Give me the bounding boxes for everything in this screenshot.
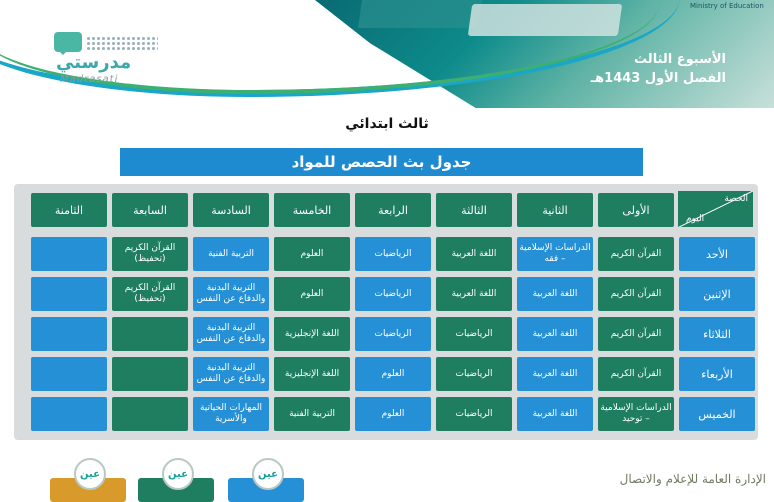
schedule-cell[interactable]: اللغة العربية bbox=[517, 317, 593, 351]
grade-title: ثالث ابتدائي bbox=[345, 116, 429, 132]
schedule-cell[interactable]: العلوم bbox=[274, 277, 350, 311]
ministry-label: Ministry of Education bbox=[690, 2, 764, 10]
ein-channel-button[interactable] bbox=[138, 468, 214, 502]
schedule-cell[interactable]: اللغة العربية bbox=[517, 397, 593, 431]
schedule-cell[interactable] bbox=[112, 357, 188, 391]
ein-channel-button[interactable] bbox=[228, 468, 304, 502]
schedule-cell[interactable]: التربية الفنية bbox=[274, 397, 350, 431]
schedule-cell[interactable]: القرآن الكريم bbox=[598, 357, 674, 391]
schedule-cell[interactable]: اللغة العربية bbox=[436, 277, 512, 311]
schedule-cell[interactable]: الرياضيات bbox=[436, 397, 512, 431]
schedule-cell[interactable]: الدراسات الإسلامية – فقه bbox=[517, 237, 593, 271]
day-label: الثلاثاء bbox=[679, 317, 755, 351]
schedule-cell[interactable]: اللغة العربية bbox=[517, 277, 593, 311]
logo-english-text: Madrasati bbox=[60, 74, 119, 85]
ein-channel-button[interactable] bbox=[50, 468, 126, 502]
day-label: الإثنين bbox=[679, 277, 755, 311]
logo-arabic-text: مدرستي bbox=[56, 52, 132, 73]
day-label: الخميس bbox=[679, 397, 755, 431]
period-header: الثانية bbox=[517, 193, 593, 227]
chat-bubble-icon bbox=[54, 32, 82, 52]
schedule-cell[interactable]: اللغة العربية bbox=[436, 237, 512, 271]
schedule-cell[interactable]: القرآن الكريم bbox=[598, 317, 674, 351]
period-header: الخامسة bbox=[274, 193, 350, 227]
term-label: الفصل الأول 1443هـ bbox=[590, 71, 726, 86]
schedule-cell[interactable]: التربية البدنية والدفاع عن النفس bbox=[193, 357, 269, 391]
period-header: الرابعة bbox=[355, 193, 431, 227]
table-corner-header bbox=[678, 191, 753, 227]
schedule-cell[interactable]: القرآن الكريم bbox=[598, 237, 674, 271]
schedule-cell[interactable]: العلوم bbox=[355, 397, 431, 431]
ein-logo-icon: عين bbox=[252, 458, 284, 490]
schedule-cell[interactable] bbox=[31, 237, 107, 271]
schedule-cell[interactable]: المهارات الحياتية والأسرية bbox=[193, 397, 269, 431]
period-header: السادسة bbox=[193, 193, 269, 227]
schedule-cell[interactable]: الرياضيات bbox=[436, 317, 512, 351]
madrasati-logo bbox=[54, 32, 174, 84]
schedule-cell[interactable]: الرياضيات bbox=[355, 317, 431, 351]
period-header: الثالثة bbox=[436, 193, 512, 227]
schedule-cell[interactable] bbox=[31, 357, 107, 391]
schedule-cell[interactable]: القرآن الكريم (تحفيظ) bbox=[112, 277, 188, 311]
schedule-cell[interactable]: الرياضيات bbox=[436, 357, 512, 391]
day-label: الأحد bbox=[679, 237, 755, 271]
schedule-cell[interactable]: الرياضيات bbox=[355, 237, 431, 271]
day-label: الأربعاء bbox=[679, 357, 755, 391]
schedule-cell[interactable]: الرياضيات bbox=[355, 277, 431, 311]
footer-logo-text: الإدارة العامة للإعلام والاتصال bbox=[619, 472, 766, 486]
period-header: الأولى bbox=[598, 193, 674, 227]
schedule-title: جدول بث الحصص للمواد bbox=[120, 148, 643, 176]
schedule-cell[interactable]: التربية البدنية والدفاع عن النفس bbox=[193, 317, 269, 351]
period-header: السابعة bbox=[112, 193, 188, 227]
ein-logo-icon: عين bbox=[162, 458, 194, 490]
schedule-cell[interactable]: العلوم bbox=[355, 357, 431, 391]
corner-period-label: الحصة bbox=[724, 194, 748, 204]
schedule-cell[interactable]: التربية البدنية والدفاع عن النفس bbox=[193, 277, 269, 311]
corner-day-label: اليوم bbox=[686, 214, 705, 224]
schedule-cell[interactable]: اللغة العربية bbox=[517, 357, 593, 391]
dots-pattern-icon bbox=[86, 36, 158, 50]
schedule-cell[interactable]: التربية الفنية bbox=[193, 237, 269, 271]
schedule-cell[interactable]: الدراسات الإسلامية – توحيد bbox=[598, 397, 674, 431]
period-header: الثامنة bbox=[31, 193, 107, 227]
schedule-cell[interactable]: اللغة الإنجليزية bbox=[274, 317, 350, 351]
schedule-cell[interactable]: اللغة الإنجليزية bbox=[274, 357, 350, 391]
ein-logo-icon: عين bbox=[74, 458, 106, 490]
schedule-cell[interactable] bbox=[31, 317, 107, 351]
week-label: الأسبوع الثالث bbox=[634, 52, 726, 67]
schedule-cell[interactable]: القرآن الكريم (تحفيظ) bbox=[112, 237, 188, 271]
schedule-cell[interactable] bbox=[31, 397, 107, 431]
schedule-cell[interactable]: القرآن الكريم bbox=[598, 277, 674, 311]
schedule-cell[interactable] bbox=[112, 317, 188, 351]
schedule-cell[interactable]: العلوم bbox=[274, 237, 350, 271]
schedule-cell[interactable] bbox=[31, 277, 107, 311]
schedule-cell[interactable] bbox=[112, 397, 188, 431]
